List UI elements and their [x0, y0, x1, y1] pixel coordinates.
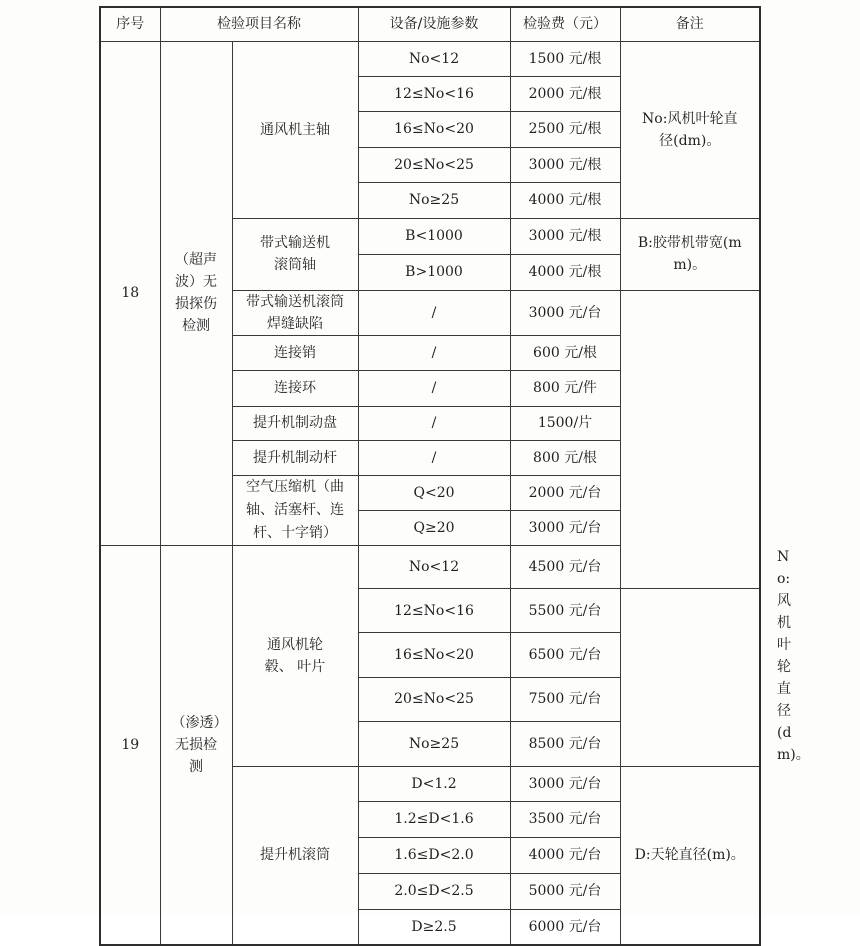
param-cell: D≥2.5 — [358, 909, 510, 945]
header-seq: 序号 — [100, 7, 160, 41]
fee-cell: 2000 元/根 — [510, 76, 620, 111]
item-fan-hub: 通风机轮毂、 叶片 — [232, 545, 358, 766]
item-ring: 连接环 — [232, 370, 358, 406]
fee-cell: 8500 元/台 — [510, 721, 620, 766]
fee-cell: 5500 元/台 — [510, 589, 620, 633]
param-cell: No<12 — [358, 545, 510, 589]
inspection-fee-table — [99, 6, 810, 946]
param-cell: 1.6≤D<2.0 — [358, 837, 510, 873]
note-hoist-drum: D:天轮直径(m)。 — [620, 766, 760, 945]
header-note: 备注 — [620, 7, 760, 41]
fee-cell: 4000 元/根 — [510, 254, 620, 290]
fee-cell: 3000 元/台 — [510, 766, 620, 801]
note-empty — [620, 290, 760, 589]
seq-cell-19: 19 — [100, 545, 160, 945]
item-pin: 连接销 — [232, 335, 358, 370]
item-hoist-drum: 提升机滚筒 — [232, 766, 358, 945]
param-cell: B>1000 — [358, 254, 510, 290]
param-cell: / — [358, 440, 510, 475]
param-cell: B<1000 — [358, 218, 510, 254]
fee-cell: 800 元/件 — [510, 370, 620, 406]
param-cell: No≥25 — [358, 721, 510, 766]
fee-cell: 1500 元/根 — [510, 41, 620, 76]
param-cell: 2.0≤D<2.5 — [358, 873, 510, 909]
param-cell: 12≤No<16 — [358, 76, 510, 111]
param-cell: Q≥20 — [358, 510, 510, 545]
param-cell: 12≤No<16 — [358, 589, 510, 633]
fee-cell: 3000 元/台 — [510, 510, 620, 545]
fee-cell: 600 元/根 — [510, 335, 620, 370]
param-cell: / — [358, 406, 510, 440]
header-row — [100, 7, 760, 41]
seq-cell-18: 18 — [100, 41, 160, 545]
fee-cell: 4500 元/台 — [510, 545, 620, 589]
param-cell: No≥25 — [358, 182, 510, 218]
param-cell: 20≤No<25 — [358, 147, 510, 182]
fee-cell: 3000 元/根 — [510, 218, 620, 254]
param-cell: 16≤No<20 — [358, 632, 510, 677]
item-belt-shaft: 带式输送机滚筒轴 — [232, 218, 358, 290]
fee-cell: 3500 元/台 — [510, 801, 620, 837]
header-param: 设备/设施参数 — [358, 7, 510, 41]
param-cell: / — [358, 290, 510, 335]
header-fee: 检验费（元） — [510, 7, 620, 41]
param-cell: No<12 — [358, 41, 510, 76]
note-belt-shaft: B:胶带机带宽(mm)。 — [620, 218, 760, 290]
param-cell: Q<20 — [358, 475, 510, 510]
fee-cell: 2500 元/根 — [510, 111, 620, 147]
item-weld: 带式输送机滚筒焊缝缺陷 — [232, 290, 358, 335]
fee-cell: 6000 元/台 — [510, 909, 620, 945]
fee-cell: 5000 元/台 — [510, 873, 620, 909]
param-cell: / — [358, 370, 510, 406]
fee-cell: 2000 元/台 — [510, 475, 620, 510]
item-brake-disc: 提升机制动盘 — [232, 406, 358, 440]
method-cell-19: （渗透）无损检测 — [160, 545, 232, 945]
item-brake-rod: 提升机制动杆 — [232, 440, 358, 475]
table-row — [100, 41, 760, 76]
item-compressor: 空气压缩机（曲轴、活塞杆、连杆、十字销） — [232, 475, 358, 545]
item-fan-shaft: 通风机主轴 — [232, 41, 358, 218]
param-cell: 20≤No<25 — [358, 677, 510, 721]
header-item: 检验项目名称 — [160, 7, 358, 41]
param-cell: 1.2≤D<1.6 — [358, 801, 510, 837]
fee-cell: 6500 元/台 — [510, 632, 620, 677]
fee-cell: 3000 元/台 — [510, 290, 620, 335]
note-fan-shaft: No:风机叶轮直径(dm)。 — [620, 41, 760, 218]
param-cell: / — [358, 335, 510, 370]
table-row: 19 （渗透）无损检测 通风机轮毂、 叶片 No<12 4500 元/台 No:风机叶轮直径(dm)。 — [100, 545, 760, 589]
fee-cell: 7500 元/台 — [510, 677, 620, 721]
fee-cell: 800 元/根 — [510, 440, 620, 475]
fee-cell: 3000 元/根 — [510, 147, 620, 182]
fee-cell: 1500/片 — [510, 406, 620, 440]
fee-cell: 4000 元/根 — [510, 182, 620, 218]
fee-cell: 4000 元/台 — [510, 837, 620, 873]
param-cell: D<1.2 — [358, 766, 510, 801]
method-cell-18: （超声波）无损探伤检测 — [160, 41, 232, 545]
param-cell: 16≤No<20 — [358, 111, 510, 147]
